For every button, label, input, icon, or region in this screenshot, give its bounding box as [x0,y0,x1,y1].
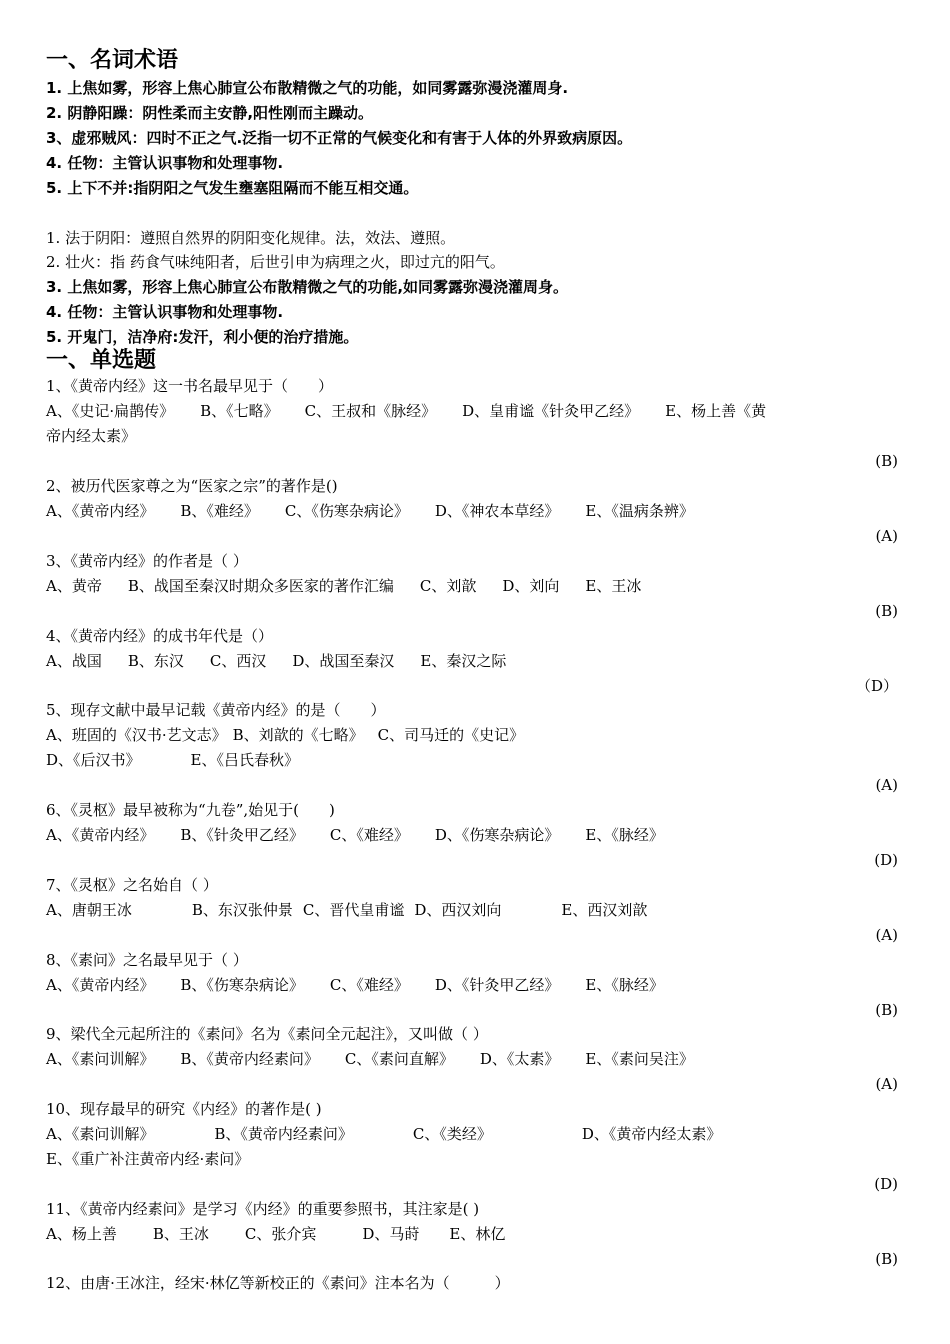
term-line: 1. 上焦如雾，形容上焦心肺宣公布散精微之气的功能，如同雾露弥漫浇灌周身. [46,79,569,97]
question-text: 7、《灵枢》之名始自（ ） [46,876,218,894]
option: C、西汉 [209,652,267,670]
option: E、《脉经》 [585,976,664,994]
option: A、黄帝 [46,577,102,595]
option: E、林亿 [449,1225,506,1243]
option: C、晋代皇甫谧 [302,901,405,919]
question-text: 9、梁代全元起所注的《素问》名为《素问全元起注》，又叫做（ ） [46,1025,488,1043]
option: D、《针灸甲乙经》 [434,976,560,994]
option: E、秦汉之际 [420,652,507,670]
question-options [46,576,667,596]
term-line: 4. 任物：主管认识事物和处理事物. [46,154,284,172]
answer-label: (B) [875,1001,898,1019]
term-line: 2. 壮火：指 药食气味纯阳者，后世引申为病理之火，即过亢的阳气。 [46,253,505,271]
question-text: 11、《黄帝内经素问》是学习《内经》的重要参照书，其注家是( ) [46,1200,480,1218]
section-title-single-choice: 一、单选题 [46,348,157,373]
option: A、《黄帝内经》 [46,826,155,844]
question-options [46,900,673,920]
option: B、《黄帝内经素问》 [214,1125,353,1143]
option: A、班固的《汉书·艺文志》 [46,726,227,744]
term-line: 4. 任物：主管认识事物和处理事物. [46,303,284,321]
term-line: 1. 法于阴阳：遵照自然界的阴阳变化规律。法，效法、遵照。 [46,229,456,247]
option: C、《难经》 [329,976,409,994]
section-title-terms: 一、名词术语 [46,48,179,73]
answer-label: (B) [875,602,898,620]
option: A、《黄帝内经》 [46,976,155,994]
option: B、《七略》 [200,402,279,420]
question-options [46,825,690,845]
question-text: 12、由唐·王冰注，经宋·林亿等新校正的《素问》注本名为（ ） [46,1274,510,1292]
question-text: 10、现存最早的研究《内经》的著作是( ) [46,1100,322,1118]
option: D、《伤寒杂病论》 [434,826,560,844]
option: B、《难经》 [180,502,259,520]
option: B、《伤寒杂病论》 [180,976,304,994]
question-options [46,401,766,421]
option: B、东汉 [127,652,184,670]
question-options [46,501,720,521]
option: A、《黄帝内经》 [46,502,155,520]
option: A、杨上善 [46,1225,117,1243]
option: C、王叔和《脉经》 [304,402,437,420]
answer-label: (D) [874,851,898,869]
option: 帝内经太素》 [46,427,137,445]
option: D、《神农本草经》 [434,502,560,520]
option: A、战国 [46,652,102,670]
option: D、皇甫谧《针灸甲乙经》 [462,402,640,420]
option: C、《伤寒杂病论》 [284,502,409,520]
question-options [46,1224,531,1244]
option: D、《太素》 [479,1050,560,1068]
answer-label: (A) [875,776,898,794]
question-options [46,1149,249,1169]
option: E、《脉经》 [585,826,664,844]
option: C、《难经》 [329,826,409,844]
option: B、王冰 [152,1225,209,1243]
option: E、《吕氏春秋》 [190,751,299,769]
term-line: 3、虚邪贼风：四时不正之气.泛指一切不正常的气候变化和有害于人体的外界致病原因。 [46,129,633,147]
option: E、《素问吴注》 [585,1050,694,1068]
option: D、《后汉书》 [46,751,141,769]
answer-label: (B) [875,1250,898,1268]
option: A、《素问训解》 [46,1125,155,1143]
option: D、马莳 [362,1225,420,1243]
option: E、西汉刘歆 [561,901,648,919]
question-options [46,426,136,446]
answer-label: (A) [875,926,898,944]
question-text: 8、《素问》之名最早见于（ ） [46,951,248,969]
option: B、刘歆的《七略》 [232,726,364,744]
option: E、王冰 [585,577,642,595]
option: D、刘向 [502,577,560,595]
question-text: 2、被历代医家尊之为“医家之宗”的著作是() [46,477,338,495]
question-text: 5、现存文献中最早记载《黄帝内经》的是（ ） [46,701,386,719]
option: D、《黄帝内经太素》 [581,1125,722,1143]
option: C、张介宾 [244,1225,317,1243]
question-text: 6、《灵枢》最早被称为“九卷”,始见于( ) [46,801,335,819]
option: C、《类经》 [412,1125,492,1143]
question-text: 4、《黄帝内经》的成书年代是（） [46,627,274,645]
option: D、战国至秦汉 [292,652,395,670]
option: E、杨上善《黄 [665,402,767,420]
term-line: 2. 阴静阳躁：阴性柔而主安静,阳性刚而主躁动。 [46,104,374,122]
term-line: 5. 上下不并:指阴阳之气发生壅塞阻隔而不能互相交通。 [46,179,419,197]
answer-label: (A) [875,527,898,545]
answer-label: (A) [875,1075,898,1093]
question-options [46,725,550,745]
option: C、刘歆 [419,577,477,595]
option: B、《黄帝内经素问》 [180,1050,319,1068]
question-options [46,750,325,770]
question-text: 1、《黄帝内经》这一书名最早见于（ ） [46,377,334,395]
answer-label: （D） [855,677,898,695]
answer-label: (B) [875,452,898,470]
answer-label: (D) [874,1175,898,1193]
option: E、《温病条辨》 [585,502,694,520]
question-options [46,651,532,671]
option: A、唐朝王冰 [46,901,132,919]
option: C、《素问直解》 [344,1050,454,1068]
question-text: 3、《黄帝内经》的作者是（ ） [46,552,248,570]
term-line: 5. 开鬼门，洁净府:发汗，利小便的治疗措施。 [46,328,359,346]
question-options [46,975,690,995]
question-options [46,1124,747,1144]
option: B、《针灸甲乙经》 [180,826,304,844]
option: A、《史记·扁鹊传》 [46,402,175,420]
option: C、司马迁的《史记》 [377,726,525,744]
option: A、《素问训解》 [46,1050,155,1068]
option: E、《重广补注黄帝内经·素问》 [46,1150,250,1168]
question-options [46,1049,720,1069]
option: B、东汉张仲景 [191,901,293,919]
option: B、战国至秦汉时期众多医家的著作汇编 [127,577,394,595]
term-line: 3. 上焦如雾，形容上焦心肺宣公布散精微之气的功能,如同雾露弥漫浇灌周身。 [46,278,569,296]
option: D、西汉刘向 [414,901,502,919]
